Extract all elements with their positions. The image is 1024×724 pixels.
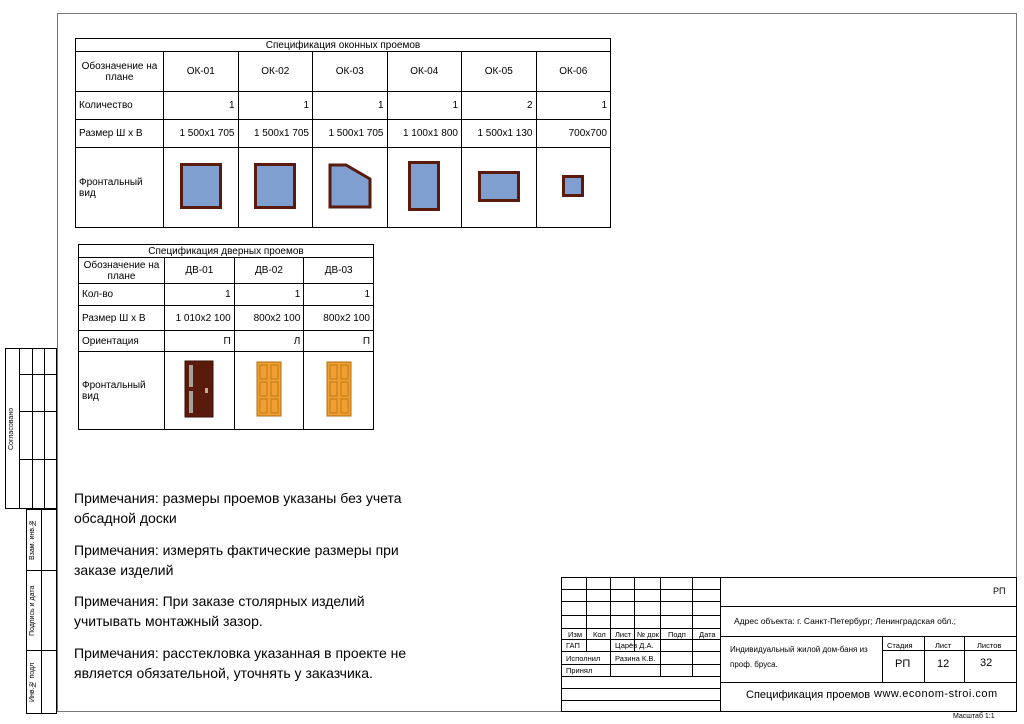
note: Примечания: размеры проемов указаны без учета обсадной доски xyxy=(74,490,402,526)
side-stamp-agreed xyxy=(5,348,57,509)
tb-header: Изм xyxy=(568,630,582,639)
window-front-view-icon xyxy=(328,163,372,209)
window-qty: 1 xyxy=(164,92,239,120)
window-size: 1 500х1 705 xyxy=(238,120,313,148)
door-code: ДВ-03 xyxy=(304,258,374,284)
side-stamp-sign-date: Подпись и дата xyxy=(29,585,36,636)
window-front-view-icon xyxy=(408,161,440,211)
row-label-quantity: Кол-во xyxy=(79,284,165,306)
door-front-view-icon xyxy=(256,361,282,417)
tb-role: Принял xyxy=(566,666,593,675)
side-stamp-inventory xyxy=(26,509,57,714)
tb-sheet: 12 xyxy=(937,658,950,670)
tb-project: Индивидуальный жилой дом-баня из проф. бруса. xyxy=(730,645,868,669)
windows-spec-table xyxy=(75,38,611,228)
tb-sheets-label: Листов xyxy=(977,641,1002,650)
door-orientation: П xyxy=(304,331,374,352)
door-qty: 1 xyxy=(304,284,374,306)
tb-header: Лист xyxy=(615,630,632,639)
scale-label: Масштаб 1:1 xyxy=(953,713,995,720)
window-qty: 1 xyxy=(238,92,313,120)
window-code: ОК-03 xyxy=(313,52,388,92)
tb-role: Исполнил xyxy=(566,654,601,663)
window-size: 700х700 xyxy=(536,120,611,148)
window-code: ОК-02 xyxy=(238,52,313,92)
window-qty: 1 xyxy=(313,92,388,120)
door-orientation: П xyxy=(165,331,235,352)
note: Примечания: При заказе столярных изделий учитывать монтажный зазор. xyxy=(74,593,365,629)
tb-stage: РП xyxy=(895,658,911,670)
tb-code: РП xyxy=(993,586,1006,596)
door-size: 800х2 100 xyxy=(304,306,374,331)
window-front-view-icon xyxy=(180,163,222,209)
title-block xyxy=(561,577,1017,712)
door-front-view-icon xyxy=(184,360,214,418)
window-size: 1 500х1 705 xyxy=(313,120,388,148)
row-label-front: Фронтальный вид xyxy=(76,148,164,228)
window-qty: 1 xyxy=(536,92,611,120)
tb-role: ГАП xyxy=(566,641,580,650)
tb-sheet-label: Лист xyxy=(935,641,952,650)
tb-stage-label: Стадия xyxy=(887,641,913,650)
tb-website: www.econom-stroi.com xyxy=(874,688,998,700)
window-size: 1 500х1 705 xyxy=(164,120,239,148)
window-code: ОК-04 xyxy=(387,52,462,92)
window-qty: 1 xyxy=(387,92,462,120)
row-label-quantity: Количество xyxy=(76,92,164,120)
side-stamp-replaced-inv: Взам. инв.№ xyxy=(29,519,36,561)
door-orientation: Л xyxy=(234,331,304,352)
note: Примечания: измерять фактические размеры при заказе изделий xyxy=(74,542,399,578)
window-code: ОК-05 xyxy=(462,52,537,92)
row-label-designation: Обозначение на плане xyxy=(79,258,165,284)
row-label-designation: Обозначение на плане xyxy=(76,52,164,92)
window-front-view-icon xyxy=(478,171,520,202)
note: Примечания: расстекловка указанная в проекте не является обязательной, уточнять у заказчика. xyxy=(74,645,407,681)
tb-address: Адрес объекта: г. Санкт-Петербург; Ленинградская обл.; xyxy=(734,616,956,626)
tb-header: № док xyxy=(637,630,659,639)
row-label-size: Размер Ш х В xyxy=(79,306,165,331)
doors-spec-table xyxy=(78,244,374,430)
window-code: ОК-06 xyxy=(536,52,611,92)
side-stamp-inv-orig: Инв.№ подл xyxy=(29,662,36,702)
tb-sheets: 32 xyxy=(980,657,993,669)
tb-header: Дата xyxy=(699,630,716,639)
window-code: ОК-01 xyxy=(164,52,239,92)
window-size: 1 500х1 130 xyxy=(462,120,537,148)
door-qty: 1 xyxy=(165,284,235,306)
row-label-front: Фронтальный вид xyxy=(79,352,165,430)
window-qty: 2 xyxy=(462,92,537,120)
windows-spec-title: Спецификация оконных проемов xyxy=(76,39,611,52)
door-code: ДВ-02 xyxy=(234,258,304,284)
tb-name: Царёв Д.А. xyxy=(615,641,654,650)
window-front-view-icon xyxy=(254,163,296,209)
window-front-view-icon xyxy=(562,175,584,197)
door-front-view-icon xyxy=(326,361,352,417)
tb-header: Подп xyxy=(668,630,686,639)
door-size: 1 010х2 100 xyxy=(165,306,235,331)
tb-drawing-title: Спецификация проемов xyxy=(746,689,871,701)
row-label-orientation: Ориентация xyxy=(79,331,165,352)
side-stamp-agreed-label: Согласовано xyxy=(8,407,15,451)
row-label-size: Размер Ш х В xyxy=(76,120,164,148)
door-qty: 1 xyxy=(234,284,304,306)
tb-header: Кол xyxy=(593,630,606,639)
doors-spec-title: Спецификация дверных проемов xyxy=(79,245,374,258)
tb-name: Разина К.В. xyxy=(615,654,656,663)
window-size: 1 100х1 800 xyxy=(387,120,462,148)
door-code: ДВ-01 xyxy=(165,258,235,284)
door-size: 800х2 100 xyxy=(234,306,304,331)
